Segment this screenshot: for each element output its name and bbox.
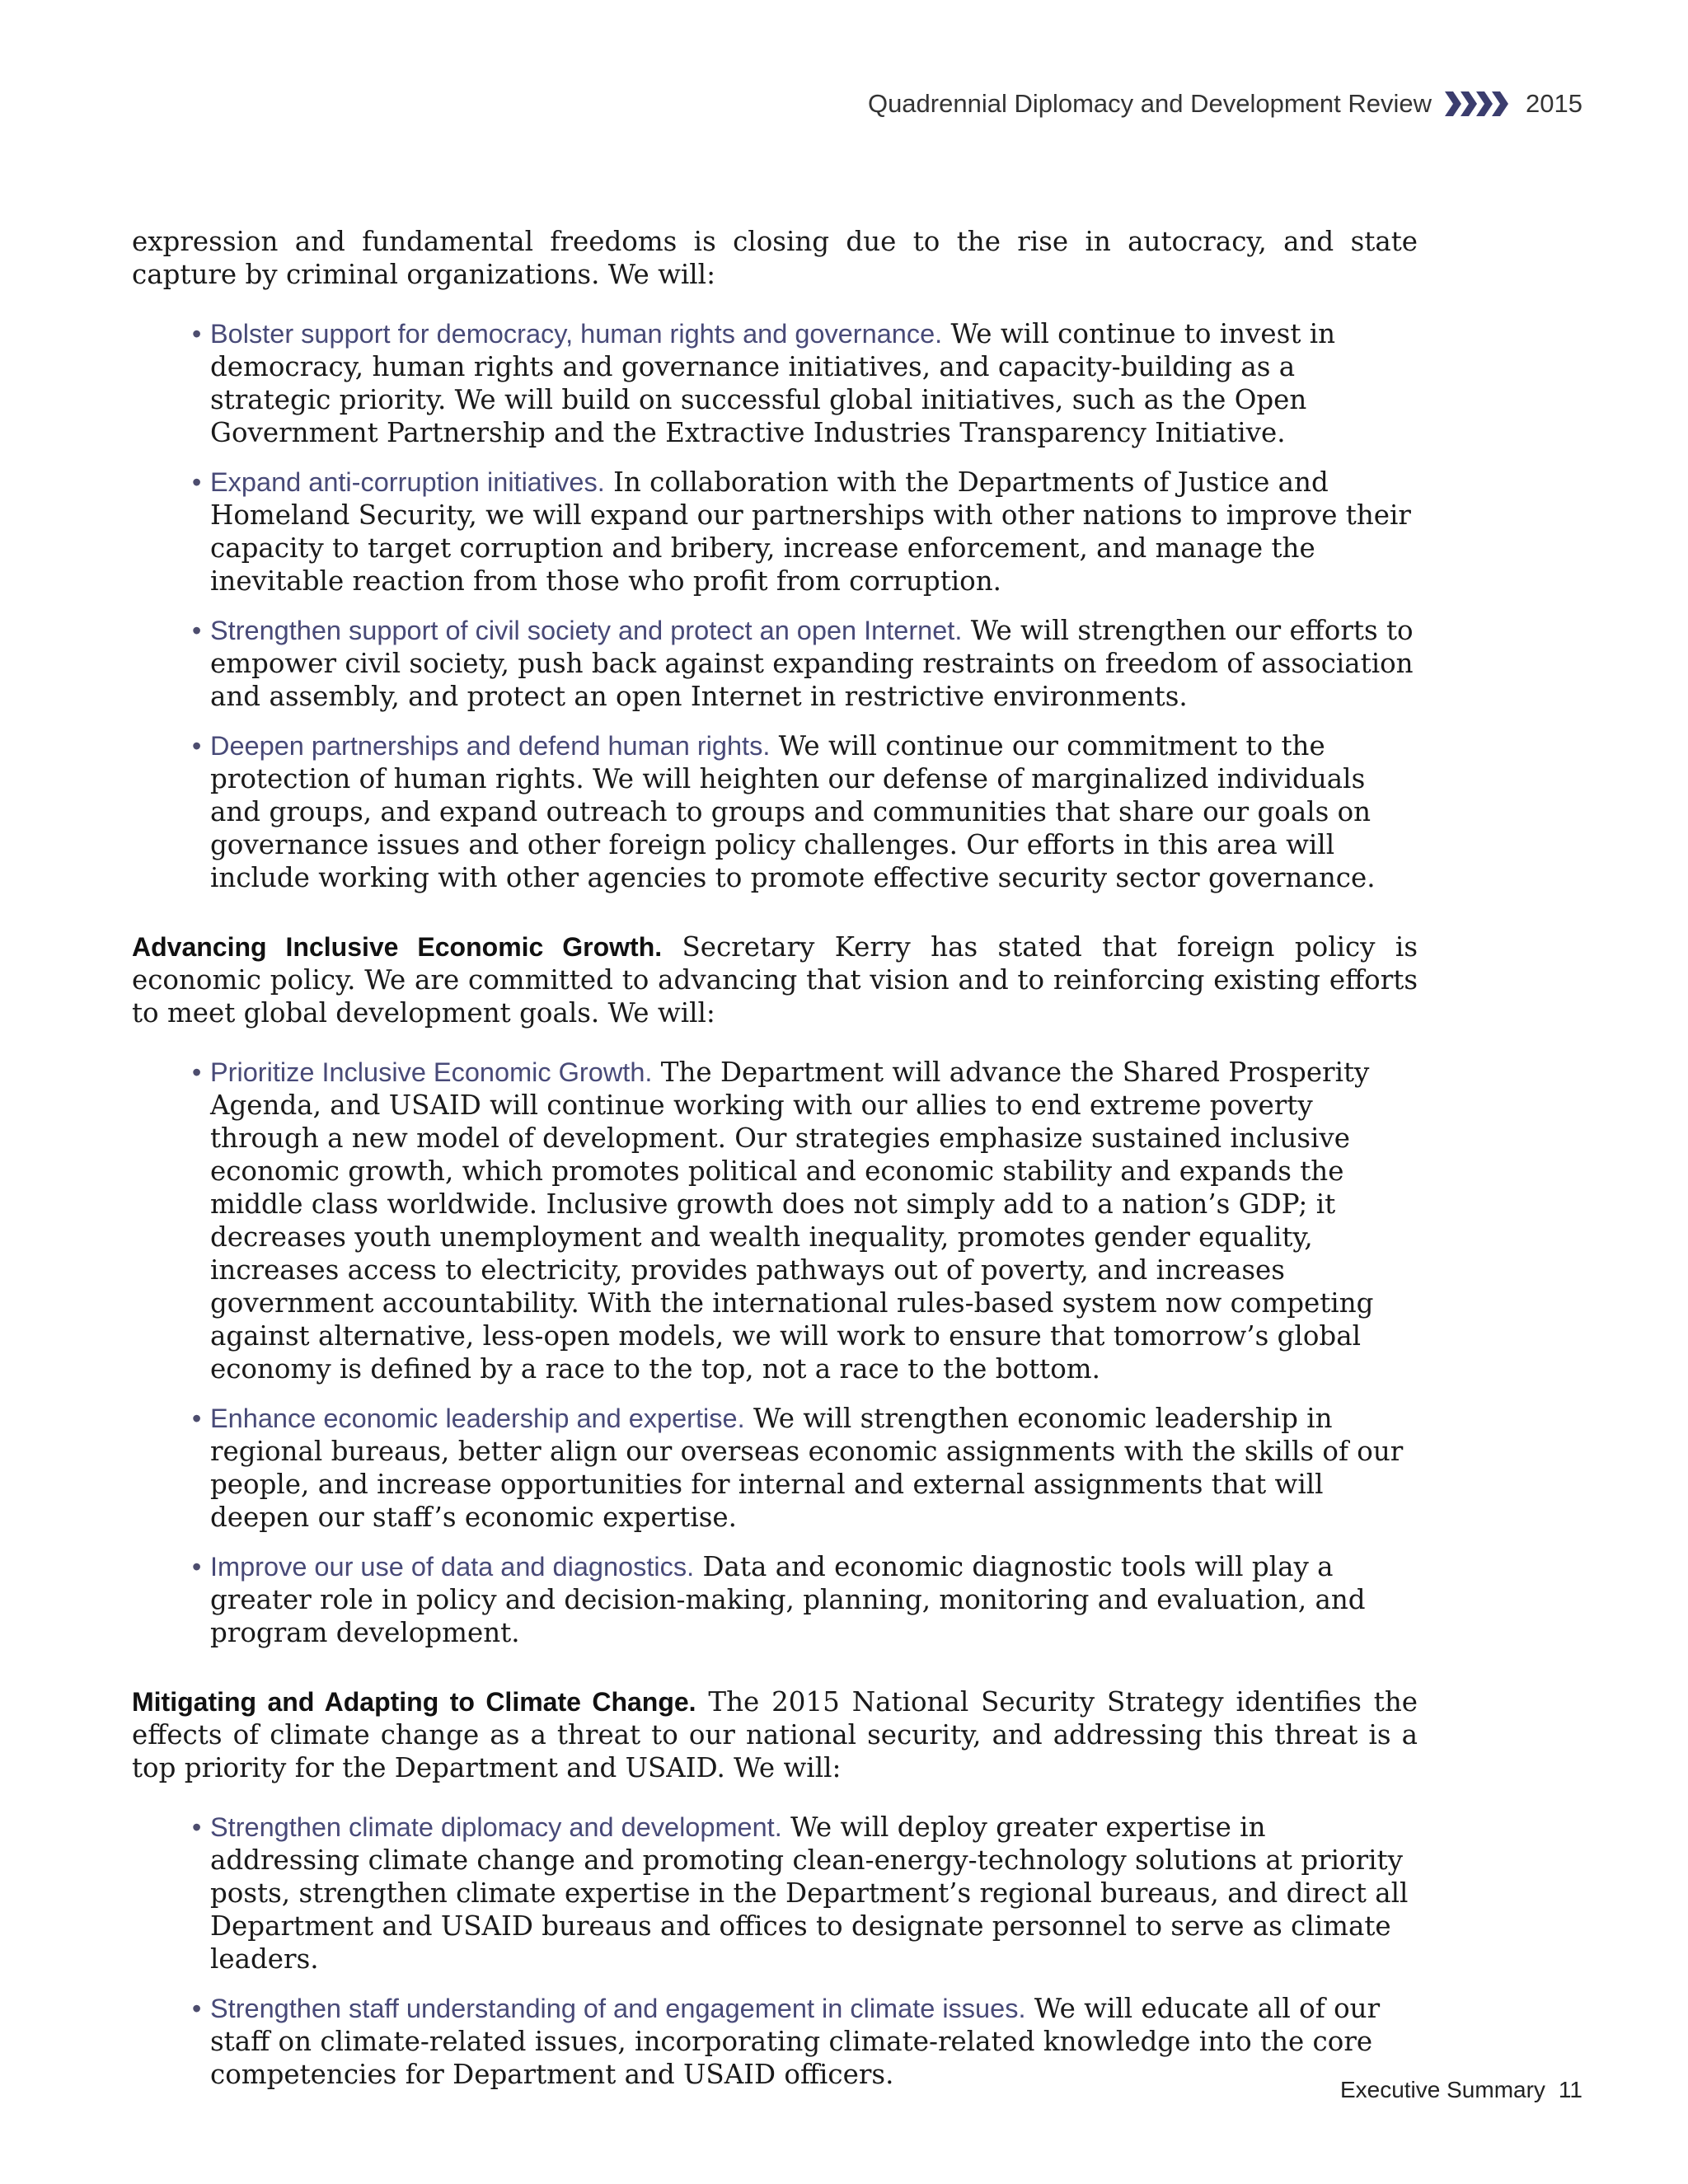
bullet-heading: Strengthen climate diplomacy and development. [210, 1812, 782, 1842]
page-content [132, 225, 1418, 2107]
page-header [868, 89, 1582, 119]
economic-list-wrap [192, 1056, 1414, 1649]
list-item [192, 1550, 1414, 1649]
page-footer [1340, 2077, 1582, 2103]
list-item [192, 1992, 1414, 2091]
bullet-heading: Strengthen support of civil society and protect an open Internet. [210, 616, 963, 645]
economic-growth-heading: Advancing Inclusive Economic Growth. [132, 932, 663, 962]
bullet-dot-icon: • [192, 616, 202, 645]
bullet-heading: Bolster support for democracy, human rights and governance. [210, 319, 943, 349]
bullet-heading: Deepen partnerships and defend human rights. [210, 731, 771, 761]
bullet-body: We will strengthen economic leadership in regional bureaus, better align our overseas economic assignments with the skills of our people, and increase opportunities for internal and external assignments that will deepen our staff’s economic expertise. [210, 1403, 1404, 1533]
bullet-dot-icon: • [192, 1057, 202, 1087]
economic-growth-body: Secretary Kerry has stated that foreign policy is economic policy. We are committed to advancing that vision and to reinforcing existing efforts to meet global development goals. We will: [132, 931, 1418, 1029]
list-item [192, 1056, 1414, 1385]
bullet-heading: Strengthen staff understanding of and engagement in climate issues. [210, 1994, 1026, 2023]
bullet-body: We will deploy greater expertise in addressing climate change and promoting clean-energy-technology solutions at priority posts, strengthen climate expertise in the Department’s regional bureaus, and direct all Department and USAID bureaus and offices to designate personnel to serve as climate leaders. [210, 1811, 1409, 1975]
report-title: Quadrennial Diplomacy and Development Review [867, 89, 1432, 118]
climate-change-paragraph [132, 1685, 1418, 1784]
list-item [192, 1402, 1414, 1534]
bullet-dot-icon: • [192, 1404, 202, 1433]
footer-section-label: Executive Summary [1339, 2077, 1545, 2102]
list-item [192, 466, 1414, 598]
bullet-heading: Enhance economic leadership and expertise. [210, 1404, 745, 1433]
list-item [192, 317, 1414, 449]
economic-growth-paragraph [132, 930, 1418, 1029]
bullet-dot-icon: • [192, 1994, 202, 2023]
intro-paragraph: expression and fundamental freedoms is closing due to the rise in autocracy, and state capture by criminal organizations. We will: [132, 226, 1418, 290]
list-item [192, 1811, 1414, 1975]
page-number: 11 [1558, 2077, 1582, 2102]
report-year: 2015 [1526, 89, 1582, 118]
bullet-body: We will educate all of our staff on climate-related issues, incorporating climate-related knowledge into the core competencies for Department and USAID officers. [210, 1993, 1381, 2090]
bullet-dot-icon: • [192, 1552, 202, 1582]
economic-bullet-list [192, 1056, 1414, 1649]
bullet-dot-icon: • [192, 319, 202, 349]
climate-change-body: The 2015 National Security Strategy identifies the effects of climate change as a threat to our national security, and addressing this threat is a top priority for the Department and USAID. We will: [132, 1686, 1418, 1783]
list-item [192, 614, 1414, 713]
bullet-heading: Improve our use of data and diagnostics. [210, 1552, 695, 1582]
bullet-body: Data and economic diagnostic tools will play a greater role in policy and decision-making, planning, monitoring and evaluation, and program development. [210, 1551, 1366, 1648]
chevron-arrows-icon [1445, 91, 1511, 116]
bullet-dot-icon: • [192, 1812, 202, 1842]
bullet-body: We will continue our commitment to the protection of human rights. We will heighten our defense of marginalized individuals and groups, and expand outreach to groups and communities that share our goals on governance issues and other foreign policy challenges. Our efforts in this area will include working with other agencies to promote effective security sector governance. [210, 730, 1376, 893]
climate-list-wrap [192, 1811, 1414, 2091]
bullet-dot-icon: • [192, 731, 202, 761]
bullet-dot-icon: • [192, 467, 202, 497]
bullet-body: We will continue to invest in democracy, human rights and governance initiatives, and capacity-building as a strategic priority. We will build on successful global initiatives, such as the Open Government Partnership and the Extractive Industries Transparency Initiative. [210, 318, 1336, 448]
bullet-heading: Expand anti-corruption initiatives. [210, 467, 605, 497]
democracy-bullet-list [192, 317, 1414, 894]
bullet-body: In collaboration with the Departments of Justice and Homeland Security, we will expand our partnerships with other nations to improve their capacity to target corruption and bribery, increase enforcement, and manage the inevitable reaction from those who profit from corruption. [210, 466, 1411, 597]
climate-change-heading: Mitigating and Adapting to Climate Change. [132, 1687, 696, 1717]
climate-bullet-list [192, 1811, 1414, 2091]
bullet-body: The Department will advance the Shared Prosperity Agenda, and USAID will continue working with our allies to end extreme poverty through a new model of development. Our strategies emphasize sustained inclusive economic growth, which promotes political and economic stability and expands the middle class worldwide. Inclusive growth does not simply add to a nation’s GDP; it decreases youth unemployment and wealth inequality, promotes gender equality, increases access to electricity, provides pathways out of poverty, and increases government accountability. With the international rules-based system now competing against alternative, less-open models, we will work to ensure that tomorrow’s global economy is defined by a race to the top, not a race to the bottom. [210, 1057, 1374, 1385]
bullet-body: We will strengthen our efforts to empower civil society, push back against expanding restraints on freedom of association and assembly, and protect an open Internet in restrictive environments. [210, 615, 1414, 712]
list-item [192, 729, 1414, 894]
bullet-heading: Prioritize Inclusive Economic Growth. [210, 1057, 653, 1087]
democracy-list-wrap [192, 317, 1414, 894]
